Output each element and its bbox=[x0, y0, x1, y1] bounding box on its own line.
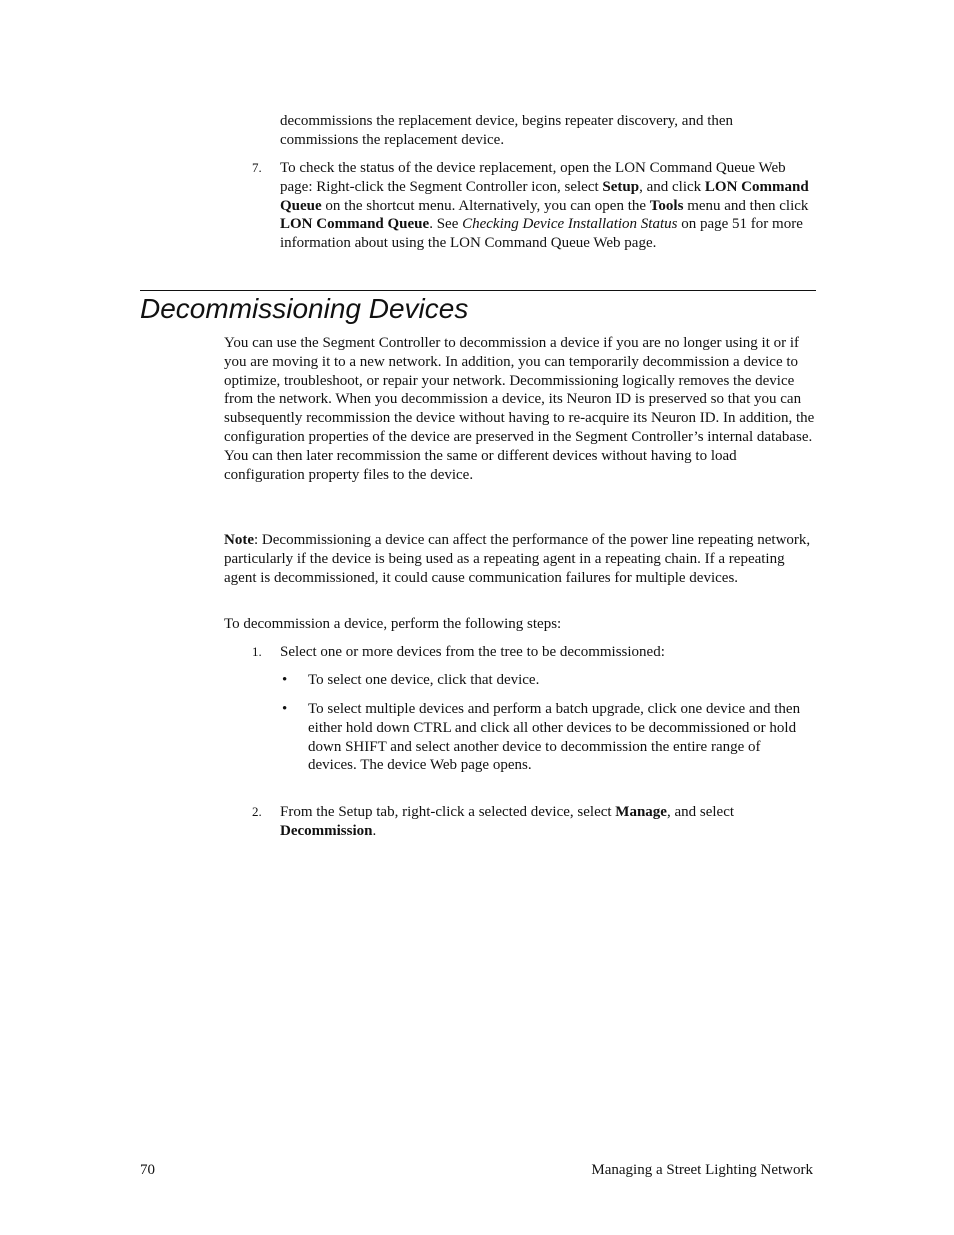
steps-intro: To decommission a device, perform the following steps: bbox=[224, 616, 562, 632]
step-1-text: Select one or more devices from the tree to be decommissioned: bbox=[280, 644, 665, 660]
bullet-item: To select one device, click that device. bbox=[308, 672, 540, 688]
bullet-glyph: • bbox=[282, 701, 288, 717]
lon-command-queue-term: LON Command Queue bbox=[280, 216, 430, 233]
manage-term: Manage bbox=[615, 804, 667, 820]
footer-title: Managing a Street Lighting Network bbox=[591, 1162, 813, 1178]
section-title: Decommissioning Devices bbox=[140, 293, 469, 324]
continuation-text: decommissions the replacement device, begins repeater discovery, and then commissions the replacement device. bbox=[280, 113, 734, 148]
step-1-number: 1. bbox=[252, 644, 262, 659]
decommission-term: Decommission bbox=[280, 822, 373, 839]
setup-term: Setup bbox=[602, 178, 640, 195]
step-7-text: To check the status of the device replacement, open the LON Command Queue Web page: Right-click the Segment Controller icon, select Setup, and click LON Command Queue on the shortcut menu. Alternatively, you can open the Tools menu and then click LON Command Queue. See Checking Device Installation Status on page 51 for more information about using the LON Command Queue Web page. bbox=[280, 160, 809, 252]
step-2-number: 2. bbox=[252, 804, 262, 819]
note-label: Note bbox=[224, 532, 254, 548]
lon-command-queue-term: LON Command Queue bbox=[280, 178, 809, 214]
bullet-item: To select multiple devices and perform a batch upgrade, click one device and then either hold down CTRL and click all other devices to be decommissioned or hold down SHIFT and select another device to decommission the entire range of devices. The device Web page opens. bbox=[308, 701, 801, 774]
intro-paragraph: You can use the Segment Controller to decommission a device if you are no longer using it or if you are moving it to a new network. In addition, you can temporarily decommission a device to optimize, troubleshoot, or repair your network. Decommissioning logically removes the device from the network. When you decommission a device, its Neuron ID is preserved so that you can subsequently recommission the device without having to re-acquire its Neuron ID. In addition, the configuration properties of the device are preserved in the Segment Controller’s internal database. You can then later recommission the same or different devices without having to load configuration property files to the device. bbox=[224, 335, 815, 483]
bullet-glyph: • bbox=[282, 672, 288, 688]
note-paragraph: Note: Decommissioning a device can affect the performance of the power line repeating network, particularly if the device is being used as a repeating agent in a repeating chain. If a repeating agent is decommissioned, it could cause communication failures for multiple devices. bbox=[224, 532, 811, 586]
page-number: 70 bbox=[140, 1162, 155, 1178]
step-2-text: From the Setup tab, right-click a selected device, select Manage, and select Decommission. bbox=[280, 804, 735, 839]
cross-reference: Checking Device Installation Status bbox=[462, 216, 678, 233]
tools-term: Tools bbox=[649, 197, 684, 214]
step-7-number: 7. bbox=[252, 160, 262, 175]
